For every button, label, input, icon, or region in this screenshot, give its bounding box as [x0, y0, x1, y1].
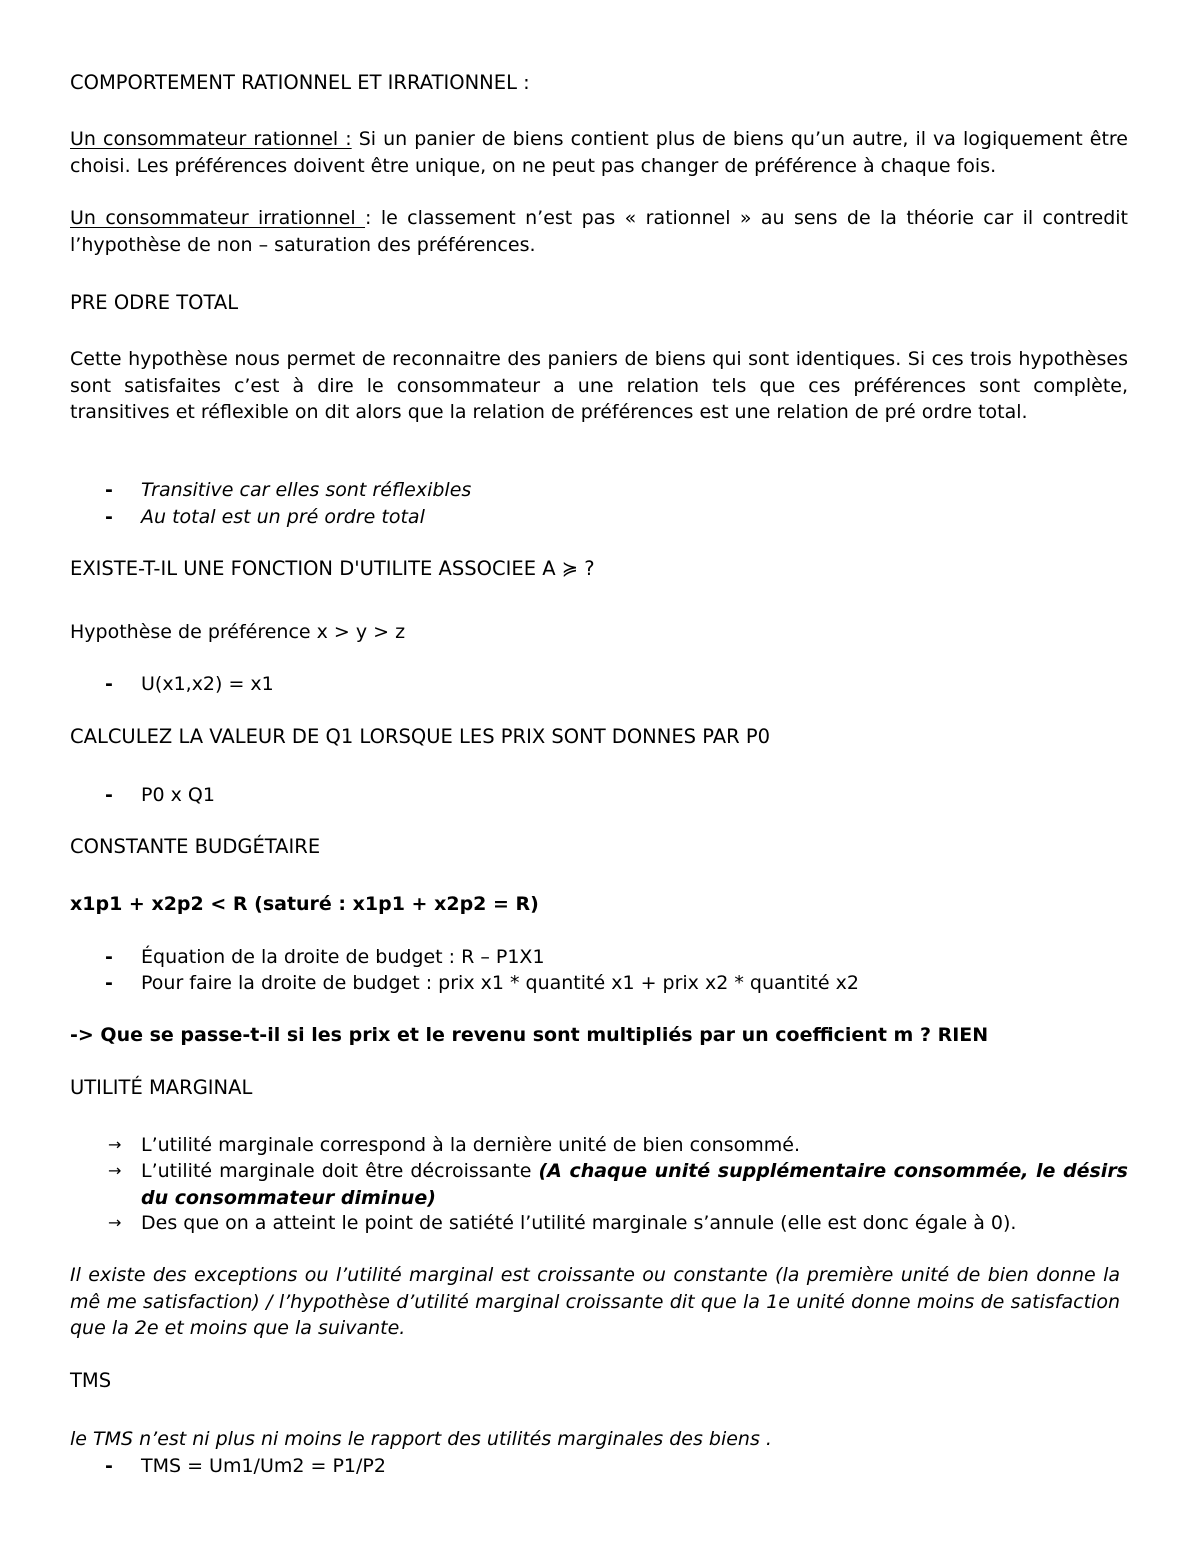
list-item [70, 671, 1128, 698]
text-hypothese: Hypothèse de préférence x > y > z [70, 621, 406, 643]
bullet-dash: - [105, 673, 113, 695]
question-coefficient: -> Que se passe-t-il si les prix et le revenu sont multipliés par un coefficient m ? RIEN [70, 1024, 989, 1046]
heading-fonction-utilite: EXISTE-T-IL UNE FONCTION D'UTILITE ASSOCIEE A ≽ ? [70, 557, 595, 580]
bullet-dash: - [105, 972, 113, 994]
paragraph-exceptions: Il existe des exceptions ou l’utilité marginal est croissante ou constante (la première unité de bien donne la mê me satisfaction) / l’hypothèse d’utilité marginal croissante dit que la 1e unité donne moins de satisfaction que la 2e et moins que la suivante. [70, 1264, 1120, 1339]
list-item [70, 1158, 1128, 1211]
heading-calculez: CALCULEZ LA VALEUR DE Q1 LORSQUE LES PRIX SONT DONNES PAR P0 [70, 725, 771, 748]
arrow-item-text: L’utilité marginale correspond à la dernière unité de bien consommé. [141, 1134, 800, 1156]
arrow-item-emphasis: (A chaque unité supplémentaire consommée, le désirs du consommateur diminue) [141, 1160, 1128, 1209]
heading-utilite-marginal: UTILITÉ MARGINAL [70, 1076, 253, 1099]
heading-constante-budgetaire: CONSTANTE BUDGÉTAIRE [70, 835, 321, 858]
bullet-text: Pour faire la droite de budget : prix x1 * quantité x1 + prix x2 * quantité x2 [141, 972, 859, 994]
bullet-text: P0 x Q1 [141, 784, 215, 806]
list-item [70, 944, 1128, 971]
bullet-dash: - [105, 1455, 113, 1477]
formula-budget: x1p1 + x2p2 < R (saturé : x1p1 + x2p2 = R) [70, 893, 539, 915]
paragraph-pre-ordre: Cette hypothèse nous permet de reconnaitre des paniers de biens qui sont identiques. Si ces trois hypothèses sont satisfaites c’est à dire le consommateur a une relation tels que ces préférences sont complète, transitives et réflexible on dit alors que la relation de préférences est une relation de pré ordre total. [70, 348, 1128, 423]
bullet-dash: - [105, 784, 113, 806]
list-item [70, 782, 1128, 809]
text-irrationnel: : le classement n’est pas « rationnel » au sens de la théorie car il contredit l’hypothèse de non – saturation des préférences. [70, 207, 1128, 256]
arrow-right-icon: → [108, 1213, 122, 1232]
arrow-right-icon: → [108, 1161, 122, 1180]
heading-tms: TMS [70, 1369, 112, 1392]
list-item [70, 1132, 1128, 1159]
list-item [70, 504, 1128, 531]
label-rationnel: Un consommateur rationnel : [70, 128, 352, 150]
paragraph-rationnel [70, 126, 1128, 179]
paragraph-irrationnel [70, 205, 1128, 258]
label-irrationnel: Un consommateur irrationnel [70, 207, 366, 229]
text-rationnel: Si un panier de biens contient plus de biens qu’un autre, il va logiquement être choisi. Les préférences doivent être unique, on ne peut pas changer de préférence à chaque fois. [70, 128, 1128, 177]
text-tms-definition: le TMS n’est ni plus ni moins le rapport des utilités marginales des biens . [70, 1428, 772, 1450]
bullet-text: Au total est un pré ordre total [141, 506, 425, 528]
bullet-dash: - [105, 479, 113, 501]
bullet-dash: - [105, 946, 113, 968]
bullet-text: Transitive car elles sont réflexibles [141, 479, 472, 501]
arrow-right-icon: → [108, 1135, 122, 1154]
bullet-dash: - [105, 506, 113, 528]
list-item [70, 970, 1128, 997]
list-item [70, 477, 1128, 504]
bullet-text: TMS = Um1/Um2 = P1/P2 [141, 1455, 386, 1477]
arrow-item-text: Des que on a atteint le point de satiété l’utilité marginale s’annule (elle est donc égale à 0). [141, 1212, 1017, 1234]
list-item [70, 1210, 1128, 1237]
arrow-item-main: L’utilité marginale doit être décroissante [141, 1160, 539, 1182]
heading-comportement: COMPORTEMENT RATIONNEL ET IRRATIONNEL : [70, 71, 530, 94]
bullet-text: Équation de la droite de budget : R – P1X1 [141, 946, 545, 968]
bullet-text: U(x1,x2) = x1 [141, 673, 274, 695]
arrow-item-text [141, 1158, 1128, 1211]
heading-pre-ordre: PRE ODRE TOTAL [70, 291, 239, 314]
list-item [70, 1453, 1128, 1480]
